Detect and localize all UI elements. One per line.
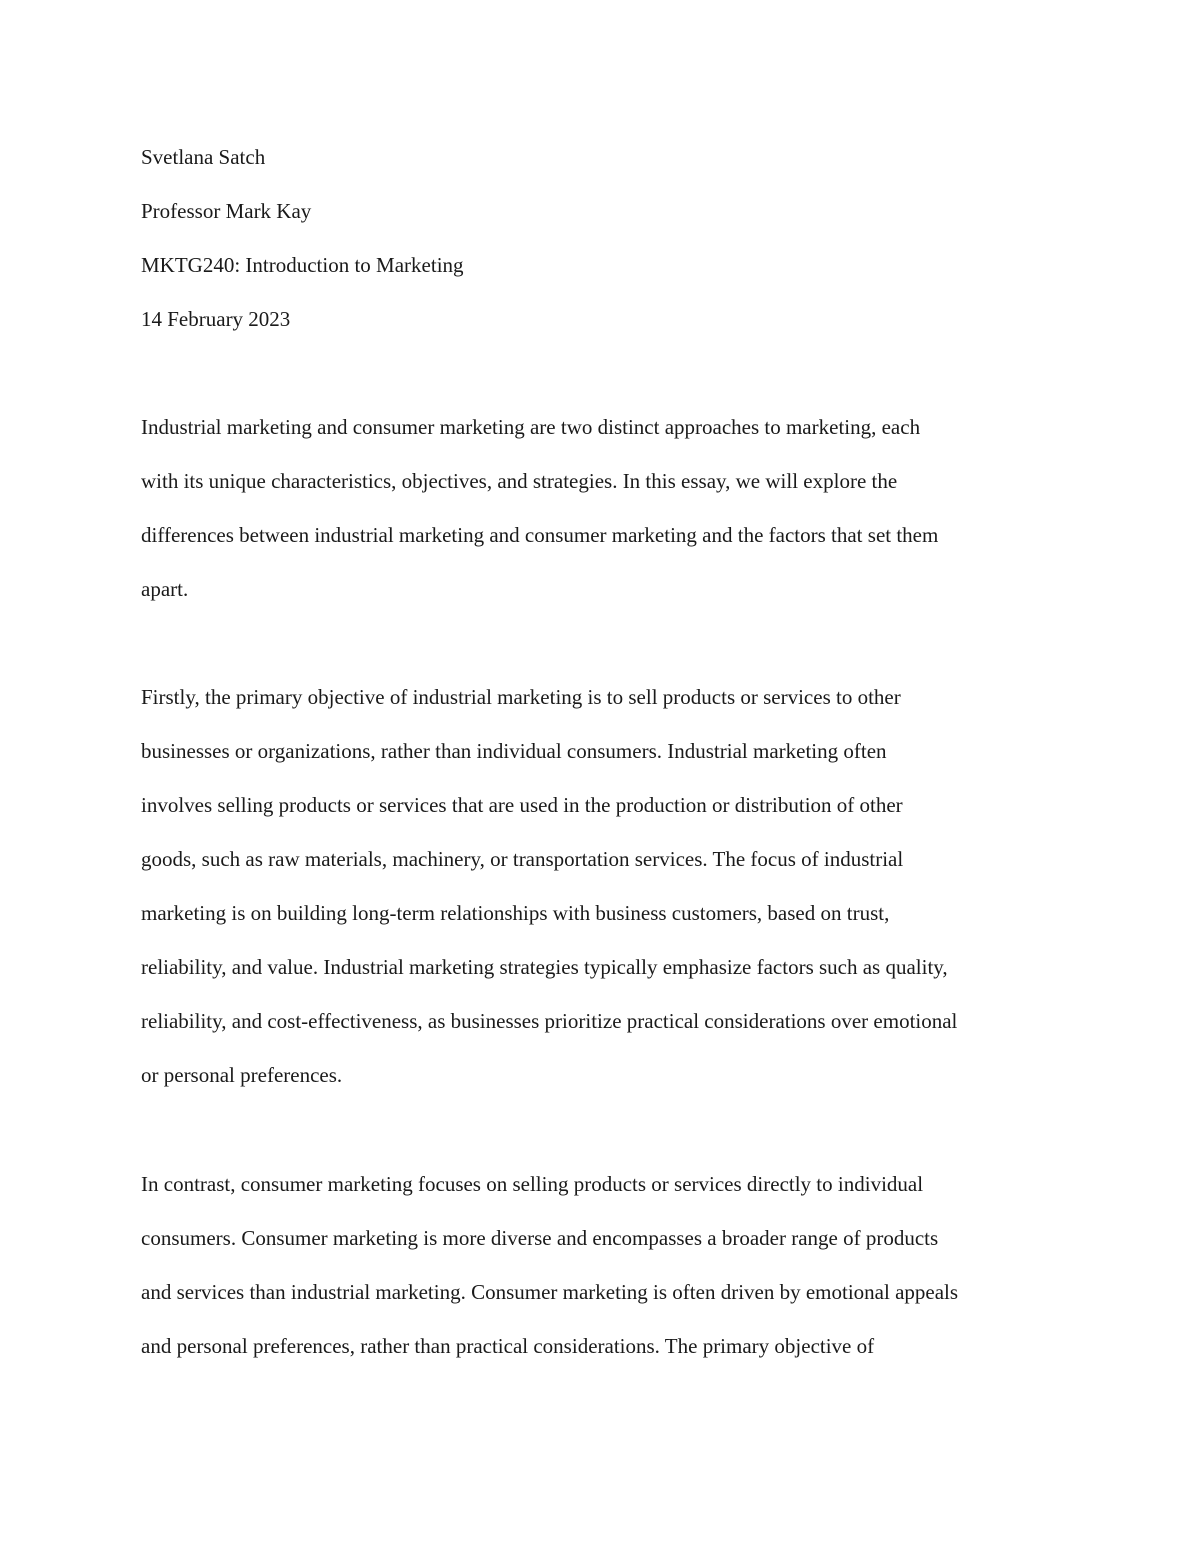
paragraph-line: Firstly, the primary objective of industrial marketing is to sell products or services to other [141,685,901,709]
paragraph-line: goods, such as raw materials, machinery, or transportation services. The focus of industrial [141,847,904,871]
paragraph-line: apart. [141,577,189,601]
paragraph-line: with its unique characteristics, objectives, and strategies. In this essay, we will explore the [141,469,898,493]
paragraph-line: marketing is on building long-term relationships with business customers, based on trust, [141,901,890,925]
paragraph-line: Industrial marketing and consumer marketing are two distinct approaches to marketing, each [141,415,921,439]
paragraph-line: or personal preferences. [141,1063,343,1087]
paragraph-line: consumers. Consumer marketing is more diverse and encompasses a broader range of products [141,1226,939,1250]
paragraph-line: businesses or organizations, rather than individual consumers. Industrial marketing often [141,739,887,763]
mla-header [141,130,464,346]
paragraph-line: involves selling products or services that are used in the production or distribution of other [141,793,903,817]
professor-name: Professor Mark Kay [141,199,312,223]
course-title: MKTG240: Introduction to Marketing [141,253,464,277]
paragraph-line: differences between industrial marketing and consumer marketing and the factors that set them [141,523,939,547]
author-name: Svetlana Satch [141,145,266,169]
paragraph-line: reliability, and value. Industrial marketing strategies typically emphasize factors such as quality, [141,955,948,979]
paragraph-line: and services than industrial marketing. Consumer marketing is often driven by emotional appeals [141,1280,959,1304]
paragraph-line: and personal preferences, rather than practical considerations. The primary objective of [141,1334,875,1358]
paragraph-line: reliability, and cost-effectiveness, as businesses prioritize practical considerations over emotional [141,1009,958,1033]
paragraph-consumer [141,1157,958,1373]
paragraph-line: In contrast, consumer marketing focuses on selling products or services directly to individual [141,1172,924,1196]
paragraph-industrial [141,670,957,1102]
document-date: 14 February 2023 [141,307,291,331]
paragraph-intro [141,400,938,616]
